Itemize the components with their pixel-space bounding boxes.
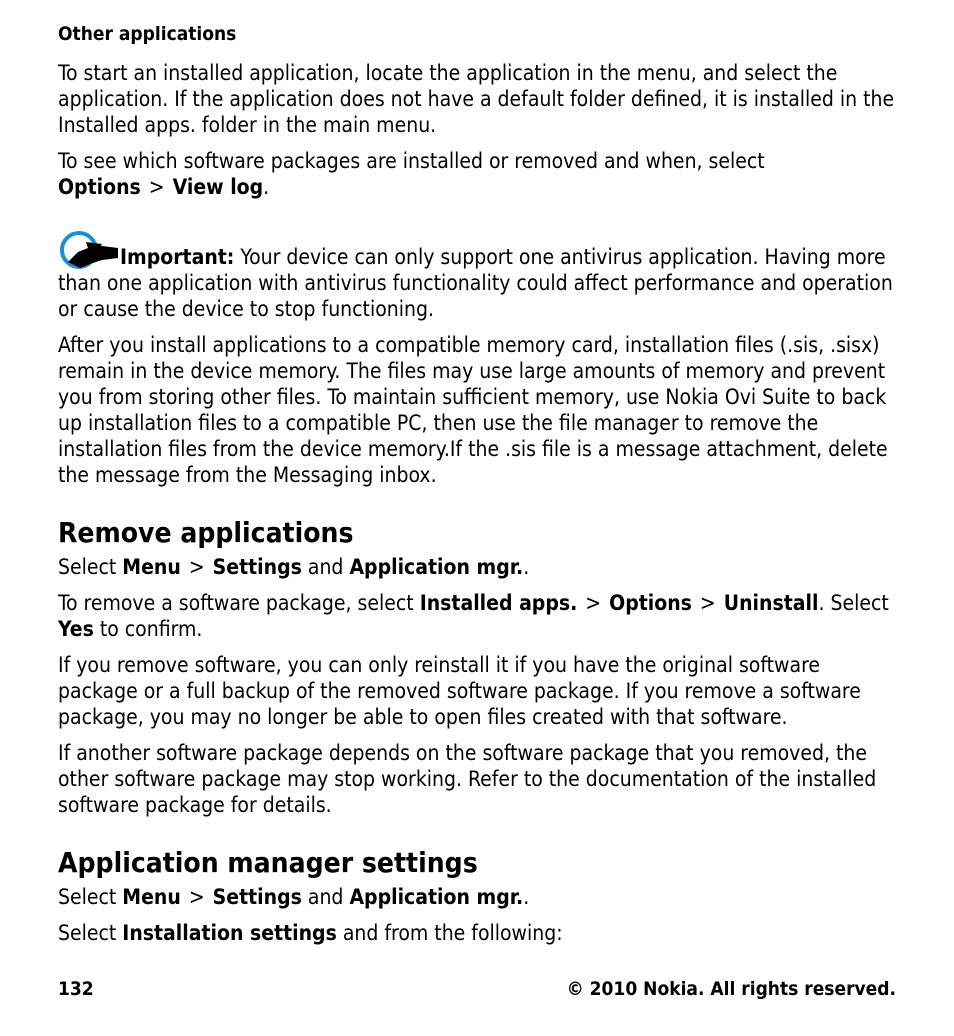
- view-log-link: View log: [172, 175, 264, 199]
- important-icon: [58, 228, 120, 272]
- menu-separator: >: [699, 591, 716, 615]
- heading-remove-applications: Remove applications: [58, 516, 354, 549]
- confirm-text: to confirm.: [93, 617, 203, 641]
- paragraph-install-memory: After you install applications to a compatible memory card, installation files (.sis, .sisx) remain in the device memory. The files may use large amounts of memory and prevent you from storing other files. To maintain sufficient memory, use Nokia Ovi Suite to back up installation files to a compatible PC, then use the file manager to remove the installation files from the device memory.If the .sis file is a message attachment, delete the message from the Messaging inbox.: [58, 333, 888, 487]
- and-text: and: [301, 885, 350, 909]
- important-text: Your device can only support one antivirus application. Having more than one application with antivirus functionality could affect performance and operation or cause the device to stop functioning.: [58, 245, 893, 321]
- installation-settings-link: Installation settings: [122, 921, 337, 945]
- yes-link: Yes: [58, 617, 94, 641]
- paragraph-uninstall: [58, 590, 898, 642]
- menu-separator: >: [148, 175, 165, 199]
- uninstall-link: Uninstall: [723, 591, 819, 615]
- important-note: [58, 210, 898, 322]
- paragraph-installation-settings: [58, 920, 898, 946]
- period: .: [263, 175, 270, 199]
- application-manager-link: Application mgr.: [349, 555, 524, 579]
- paragraph-reinstall: If you remove software, you can only reinstall it if you have the original software package or a full backup of the removed software package. If you remove a software package, you may no longer be able to open files created with that software.: [58, 653, 861, 729]
- installation-suffix-text: and from the following:: [336, 921, 563, 945]
- paragraph-settings-path: [58, 884, 898, 910]
- uninstall-text: To remove a software package, select: [58, 591, 420, 615]
- section-label: Other applications: [58, 23, 237, 45]
- menu-link: Menu: [122, 555, 181, 579]
- paragraph-view-log: [58, 148, 898, 200]
- menu-separator: >: [585, 591, 602, 615]
- page-content: [58, 22, 898, 956]
- period: .: [523, 885, 530, 909]
- options-link: Options: [58, 175, 141, 199]
- paragraph-remove-path: [58, 554, 898, 580]
- period: .: [523, 555, 530, 579]
- menu-separator: >: [188, 885, 205, 909]
- and-text: and: [301, 555, 350, 579]
- heading-application-manager-settings: Application manager settings: [58, 846, 478, 879]
- installed-apps-link: Installed apps.: [419, 591, 578, 615]
- paragraph-start-application: To start an installed application, locate the application in the menu, and select the application. If the application does not have a default folder defined, it is installed in the Installed apps. folder in the main menu.: [58, 61, 895, 137]
- application-manager-link: Application mgr.: [349, 885, 524, 909]
- select-text: Select: [58, 555, 123, 579]
- important-label: Important:: [120, 245, 235, 269]
- select-text: Select: [58, 885, 123, 909]
- view-log-text: To see which software packages are installed or removed and when, select: [58, 149, 765, 173]
- paragraph-dependencies: If another software package depends on the software package that you removed, the other software package may stop working. Refer to the documentation of the installed software package for details.: [58, 741, 877, 817]
- settings-link: Settings: [212, 885, 302, 909]
- settings-link: Settings: [212, 555, 302, 579]
- options-link: Options: [609, 591, 692, 615]
- select-text: . Select: [818, 591, 889, 615]
- copyright-notice: © 2010 Nokia. All rights reserved.: [566, 978, 896, 1000]
- menu-link: Menu: [122, 885, 181, 909]
- select-text: Select: [58, 921, 123, 945]
- menu-separator: >: [188, 555, 205, 579]
- page-number: 132: [58, 978, 94, 1000]
